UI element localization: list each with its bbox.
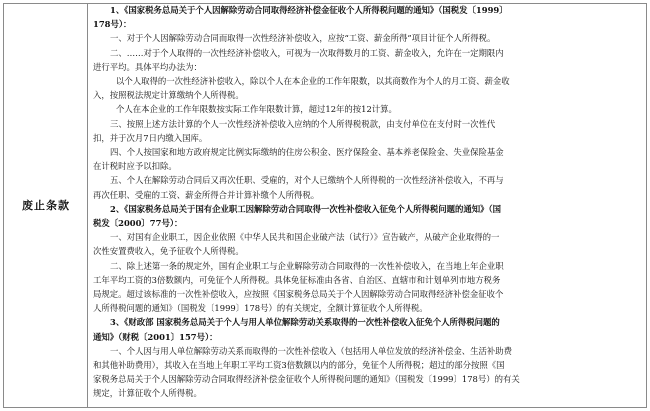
text-line: 局规定。超过该标准的一次性补偿收入，应按照《国家税务总局关于个人因解除劳动合同取得经济补偿金征收个 (93, 289, 504, 300)
text-line: 税发〔2000〕77号）： (93, 218, 183, 229)
text-line: 次性安置费收入，免予征收个人所得税。 (93, 246, 244, 257)
text-line: 一、对国有企业职工，因企业依照《中华人民共和国企业破产法（试行）》宣告破产，从破产企业取得的一 (110, 232, 500, 243)
text-line: 一、对于个人因解除劳动合同而取得一次性经济补偿收入，应按“工资、薪金所得”项目计征个人所得税。 (110, 33, 496, 44)
content-cell (93, 3, 638, 403)
text-line: 三、按照上述方法计算的个人一次性经济补偿收入应纳的个人所得税税款，由支付单位在支付时一次性代 (110, 118, 496, 129)
text-line: 工年平均工资的3倍数额内，可免征个人所得税。具体免征标准由各省、自治区、直辖市和计划单列市地方税务 (93, 274, 501, 285)
row-label-cell (4, 4, 88, 407)
text-line: 五、个人在解除劳动合同后又再次任职、受雇的，对个人已缴纳个人所得税的一次性经济补偿收入，不再与 (110, 175, 504, 186)
text-line: 以个人取得的一次性经济补偿收入，除以个人在本企业的工作年限数，以其商数作为个人的月工资、薪金收 (116, 76, 510, 87)
text-line: 178号）： (93, 19, 132, 30)
text-line: 一、个人因与用人单位解除劳动关系而取得的一次性补偿收入（包括用人单位发放的经济补偿金、生活补助费 (110, 345, 512, 356)
row-label: 废止条款 (22, 199, 70, 212)
text-line: 1、《国家税务总局关于个人因解除劳动合同取得经济补偿金征收个人所得税问题的通知》（国税发〔1999〕 (110, 5, 508, 15)
text-line: 和其他补助费用），其收入在当地上年职工平均工资3倍数额以内的部分，免征个人所得税；超过的部分按照《国 (93, 360, 505, 371)
text-line: 规定，计算征收个人所得税。 (93, 388, 202, 399)
text-line: 二、除上述第一条的规定外，国有企业职工与企业解除劳动合同取得的一次性补偿收入，在当地上年企业职 (110, 260, 504, 271)
text-line: 入，按照税法规定计算缴纳个人所得税。 (93, 90, 244, 101)
text-line: 通知》（财税〔2001〕157号）： (93, 331, 218, 342)
text-line: 2、《国家税务总局关于国有企业职工因解除劳动合同取得一次性补偿收入征免个人所得税问题的通知》（国 (110, 203, 502, 214)
text-line: 个人在本企业的工作年限数按实际工作年限数计算，超过12年的按12计算。 (116, 104, 397, 115)
text-line: 进行平均。具体平均办法为： (93, 61, 202, 72)
text-line: 在计税时应予以扣除。 (93, 161, 177, 172)
text-line: 二、……对于个人取得的一次性经济补偿收入，可视为一次取得数月的工资、薪金收入，允许在一定期限内 (110, 47, 504, 58)
text-line: 人所得税问题的通知》（国税发〔1999〕178号）的有关规定，全额计算征收个人所得税。 (93, 303, 428, 314)
text-line: 扣，并于次月7日内缴入国库。 (93, 132, 208, 143)
text-line: 四、个人按国家和地方政府规定比例实际缴纳的住房公积金、医疗保险金、基本养老保险金、失业保险基金 (110, 147, 504, 158)
text-line: 3、《财政部 国家税务总局关于个人与用人单位解除劳动关系取得的一次性补偿收入征免个人所得税问题的 (110, 317, 500, 328)
text-line: 家税务总局关于个人因解除劳动合同取得经济补偿金征收个人所得税问题的通知》（国税发〔1999〕178号）的有关 (93, 374, 520, 385)
text-line: 再次任职、受雇的工资、薪金所得合并计算补缴个人所得税。 (93, 189, 320, 200)
